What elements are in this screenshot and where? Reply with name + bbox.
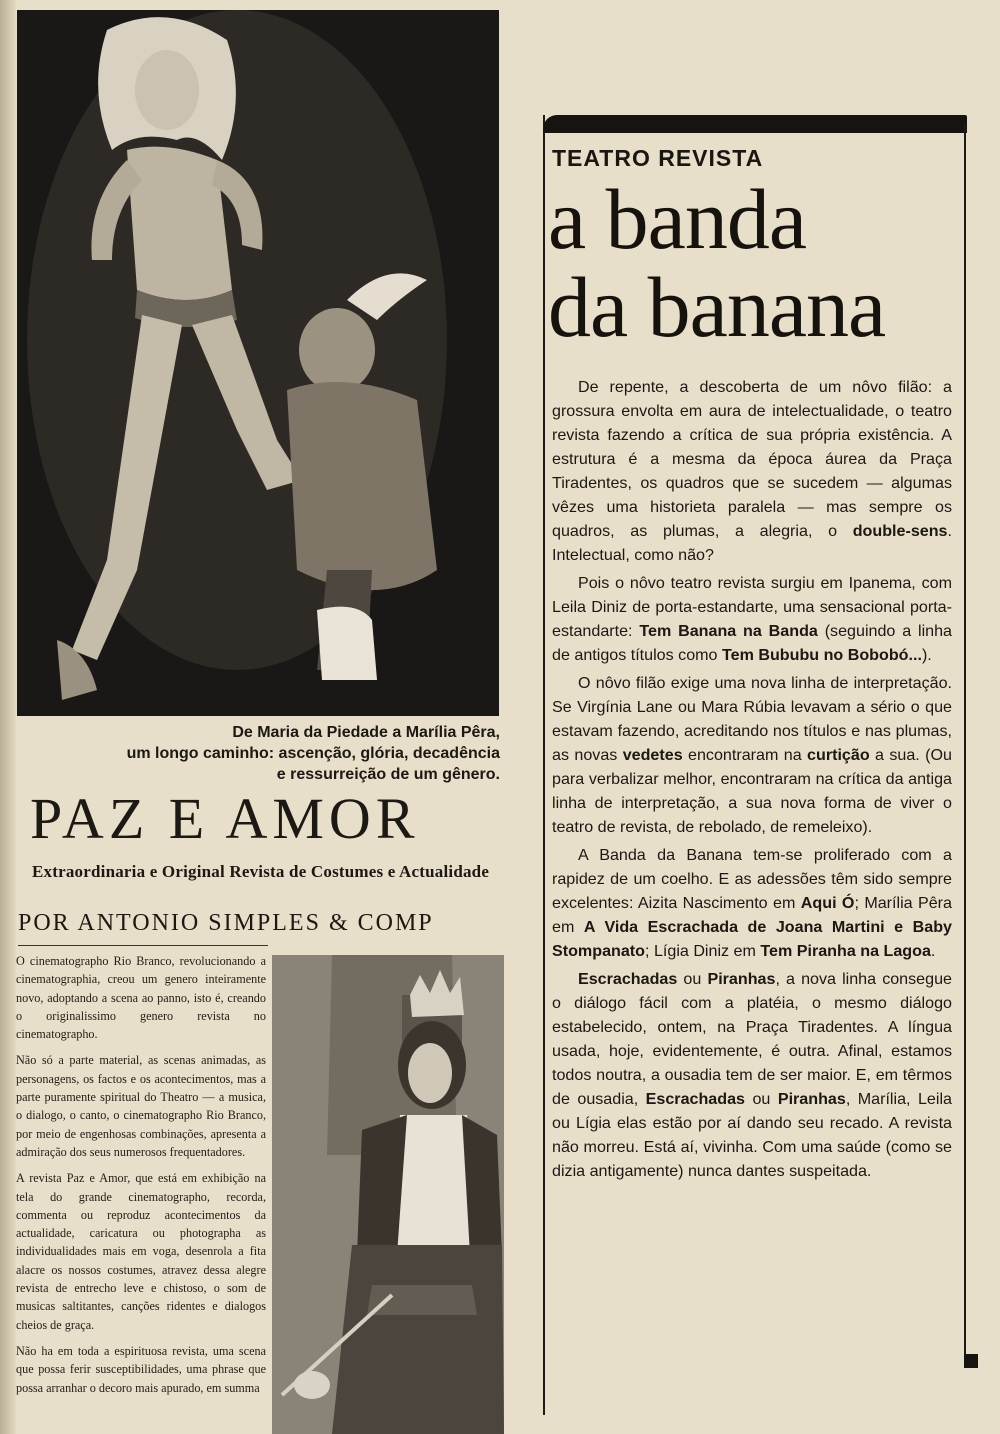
caption-line: um longo caminho: ascenção, glória, decadência — [126, 745, 500, 762]
text-run: , Marília, Leila ou Lígia elas estão por aí dando seu recado. A revista não morreu. Está aí, vivinha. Com uma saúde (como se dizia antigamente) nunca dantes suspeitada. — [552, 1090, 952, 1180]
caption-line: De Maria da Piedade a Marília Pêra, — [232, 724, 500, 741]
page-edge — [0, 0, 16, 1434]
text-run: A Banda da Banana tem-se proliferado com a rapidez de um coelho. E as adessões têm sido sempre excelentes: Aizita Nascimento em — [552, 846, 952, 912]
headline-line: a banda — [548, 171, 807, 267]
bold-title: Aqui Ó — [800, 894, 855, 912]
article-paragraph — [552, 571, 952, 667]
article-headline — [548, 171, 958, 355]
text-run: encontraram na — [682, 746, 808, 764]
text-run: . — [930, 942, 936, 960]
text-run: (seguindo a linha de antigos títulos como — [552, 622, 952, 664]
article-body — [552, 375, 952, 1187]
bold-title: Tem Bububu no Bobobó... — [721, 646, 922, 664]
text-run: O nôvo filão exige uma nova linha de interpretação. Se Virgínia Lane ou Mara Rúbia levavam a sério o que estavam fazendo, acreditando nos títulos e nas plumas, as novas — [552, 674, 952, 764]
article-paragraph — [552, 967, 952, 1183]
old-revue-title: PAZ E AMOR — [30, 786, 420, 851]
bold-term: curtição — [807, 746, 870, 764]
crowned-performer-illustration — [272, 955, 504, 1434]
old-paragraph: Não só a parte material, as scenas animadas, as personagens, os factos e os acontecimentos, mas a parte puramente spiritual do Theatro — a musica, o dialogo, o canto, o cinematographo Rio Branco, por meio de engenhosas combinações, apresenta a admiração dos seus numerosos frequentadores. — [16, 1053, 266, 1159]
bold-title: Tem Piranha na Lagoa — [760, 942, 931, 960]
bold-title: Tem Banana na Banda — [639, 622, 818, 640]
text-run: ). — [921, 646, 932, 664]
bold-title: Escrachadas — [578, 970, 678, 988]
section-kicker: TEATRO REVISTA — [552, 145, 764, 171]
bold-term: vedetes — [622, 746, 683, 764]
old-revue-subtitle: Extraordinaria e Original Revista de Costumes e Actualidade — [32, 862, 490, 881]
article-end-mark — [964, 1354, 978, 1368]
text-run: ou — [745, 1090, 778, 1108]
old-paragraph: Não ha em toda a espirituosa revista, uma scena que possa ferir susceptibilidades, uma phrase que possa arranhar o decoro mais apurado, em summa — [16, 1343, 266, 1395]
old-paragraph: A revista Paz e Amor, que está em exhibição na tela do grande cinematographo, recorda, commenta ou reproduz acontecimentos da actualidade, caricatura ou photographa as individualidades mais em voga, desenrola a fita alacre os nossos costumes, atravez dessa alegre revista de entrecho leve e chistoso, o som de musicas saltitantes, canções ridentes e dialogos cheios de graça. — [16, 1171, 266, 1332]
headline-line: da banana — [548, 259, 886, 355]
bold-term: double-sens — [852, 522, 948, 540]
text-run: Pois o nôvo teatro revista surgiu em Ipanema, com Leila Diniz de porta-estandarte, uma sensacional porta-estandarte: — [552, 574, 952, 640]
article-paragraph — [552, 671, 952, 839]
crowned-performer-photo — [272, 955, 504, 1434]
old-revue-text — [16, 952, 266, 1397]
photo-caption — [100, 722, 500, 785]
bold-title: Piranhas — [707, 970, 776, 988]
showgirl-photo — [17, 10, 499, 716]
text-run: , a nova linha consegue o diálogo fácil com a platéia, o mesmo diálogo estabelecido, ontem, na Praça Tiradentes. A língua usada, hoje, evidentemente, é outra. Afinal, estamos todos noutra, a ousadia tem de ser maior. E, em têrmos de ousadia, — [552, 970, 952, 1108]
text-run: ; Marília Pêra em — [552, 894, 952, 936]
old-paragraph: O cinematographo Rio Branco, revolucionando a cinematographia, creou um genero inteiramente novo, adoptando a scena ao panno, isto é, creando o originalissimo genero revista no cinematographo. — [16, 954, 266, 1042]
caption-line: e ressurreição de um gênero. — [276, 766, 500, 783]
text-run: . Intelectual, como não? — [552, 522, 952, 564]
text-run: a sua. (Ou para verbalizar melhor, encontraram na crítica da antiga linha de interpretação, a sua nova forma de viver o teatro de revista, de rebolado, de remeleixo). — [552, 746, 952, 836]
old-revue-byline: POR ANTONIO SIMPLES & COMP — [18, 910, 434, 936]
text-run: De repente, a descoberta de um nôvo filão: a grossura envolta em aura de intelectualidade, o teatro revista fazendo a crítica de sua própria existência. A estrutura é a mesma da época áurea da Praça Tiradentes, os quadros que se sucedem — algumas vêzes uma historieta paralela — mas sempre os quadros, as plumas, a alegria, o — [552, 378, 952, 540]
text-run: ou — [677, 970, 708, 988]
showgirl-photo-illustration — [17, 10, 499, 716]
text-run: ; Lígia Diniz em — [645, 942, 761, 960]
article-paragraph — [552, 843, 952, 963]
article-paragraph — [552, 375, 952, 567]
old-revue-rule — [18, 945, 268, 946]
article-top-bar — [543, 115, 967, 133]
bold-title: Escrachadas — [645, 1090, 745, 1108]
bold-title: Piranhas — [777, 1090, 846, 1108]
article-right-rule — [964, 125, 966, 1355]
bold-title: A Vida Escrachada de Joana Martini e Baby Stompanato — [552, 918, 952, 960]
